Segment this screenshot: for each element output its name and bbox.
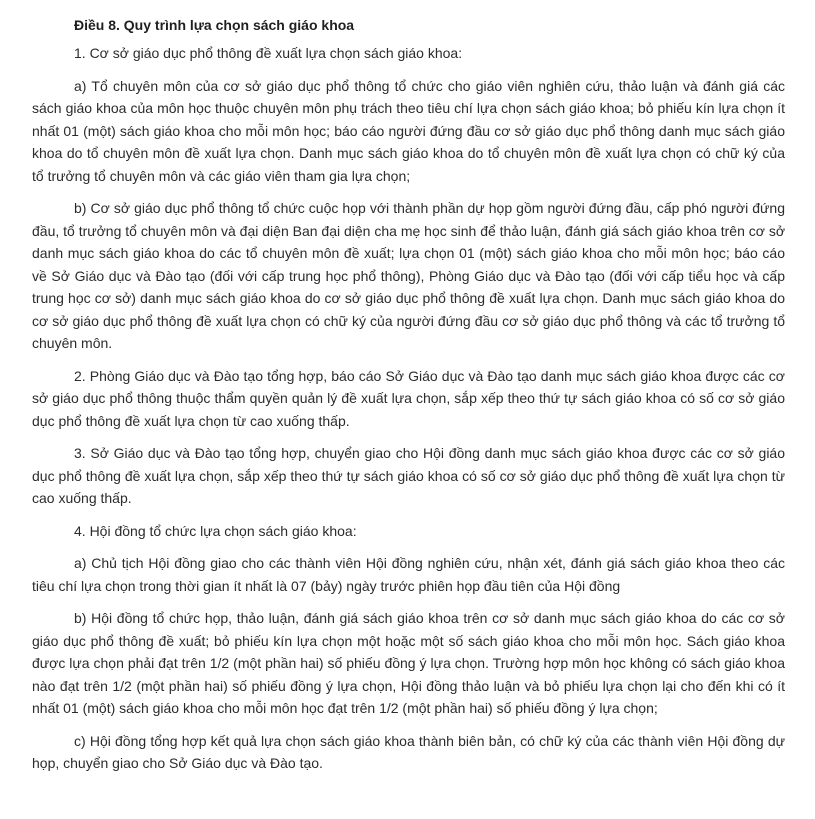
clause-4b: b) Hội đồng tổ chức họp, thảo luận, đánh giá sách giáo khoa trên cơ sở danh mục sách giáo khoa do các cơ sở giáo dục phổ thông đề xuất; bỏ phiếu kín lựa chọn một hoặc một số sách giáo khoa cho mỗi môn học. Sách giáo khoa được lựa chọn phải đạt trên 1/2 (một phần hai) số phiếu đồng ý lựa chọn. Trường hợp môn học không có sách giáo khoa nào đạt trên 1/2 (một phần hai) số phiếu đồng ý lựa chọn, Hội đồng thảo luận và bỏ phiếu lựa chọn lại cho đến khi có ít nhất 01 (một) sách giáo khoa cho mỗi môn học đạt trên 1/2 (một phần hai) số phiếu đồng ý lựa chọn; — [32, 610, 785, 716]
clause-2: 2. Phòng Giáo dục và Đào tạo tổng hợp, báo cáo Sở Giáo dục và Đào tạo danh mục sách giáo khoa được các cơ sở giáo dục phổ thông thuộc thẩm quyền quản lý đề xuất lựa chọn, sắp xếp theo thứ tự sách giáo khoa có số cơ sở giáo dục phổ thông đề xuất lựa chọn từ cao xuống thấp. — [32, 367, 785, 429]
clause-1a: a) Tổ chuyên môn của cơ sở giáo dục phổ thông tổ chức cho giáo viên nghiên cứu, thảo luận và đánh giá các sách giáo khoa của môn học thuộc chuyên môn phụ trách theo tiêu chí lựa chọn sách giáo khoa; bỏ phiếu kín lựa chọn ít nhất 01 (một) sách giáo khoa cho mỗi môn học; báo cáo người đứng đầu cơ sở giáo dục phổ thông danh mục sách giáo khoa do tổ chuyên môn đề xuất lựa chọn. Danh mục sách giáo khoa do tổ chuyên môn đề xuất lựa chọn có chữ ký của tổ trưởng tổ chuyên môn và các giáo viên tham gia lựa chọn; — [32, 77, 785, 184]
clause-4a: a) Chủ tịch Hội đồng giao cho các thành viên Hội đồng nghiên cứu, nhận xét, đánh giá sách giáo khoa theo các tiêu chí lựa chọn trong thời gian ít nhất là 07 (bảy) ngày trước phiên họp đầu tiên của Hội đồng — [32, 555, 785, 594]
article-title: Điều 8. Quy trình lựa chọn sách giáo khoa — [74, 17, 355, 33]
clause-3: 3. Sở Giáo dục và Đào tạo tổng hợp, chuyển giao cho Hội đồng danh mục sách giáo khoa được các cơ sở giáo dục phổ thông đề xuất lựa chọn, sắp xếp theo thứ tự sách giáo khoa có số cơ sở giáo dục phổ thông đề xuất lựa chọn từ cao xuống thấp. — [32, 445, 785, 506]
clause-4: 4. Hội đồng tổ chức lựa chọn sách giáo khoa: — [74, 522, 357, 539]
clause-4c: c) Hội đồng tổng hợp kết quả lựa chọn sách giáo khoa thành biên bản, có chữ ký của các thành viên Hội đồng dự họp, chuyển giao cho Sở Giáo dục và Đào tạo. — [32, 732, 785, 771]
clause-1b: b) Cơ sở giáo dục phổ thông tổ chức cuộc họp với thành phần dự họp gồm người đứng đầu, cấp phó người đứng đầu, tổ trưởng tổ chuyên môn và đại diện Ban đại diện cha mẹ học sinh để thảo luận, đánh giá sách giáo khoa trên cơ sở danh mục sách giáo khoa do các tổ chuyên môn đề xuất; lựa chọn 01 (một) sách giáo khoa cho mỗi môn học; báo cáo về Sở Giáo dục và Đào tạo (đối với cấp trung học phổ thông), Phòng Giáo dục và Đào tạo (đối với cấp tiểu học và cấp trung học cơ sở) danh mục sách giáo khoa do cơ sở giáo dục phổ thông đề xuất lựa chọn. Danh mục sách giáo khoa do cơ sở giáo dục phổ thông đề xuất lựa chọn có chữ ký của người đứng đầu cơ sở giáo dục phổ thông và các tổ trưởng tổ chuyên môn. — [32, 200, 785, 351]
clause-1: 1. Cơ sở giáo dục phổ thông đề xuất lựa chọn sách giáo khoa: — [74, 45, 463, 61]
